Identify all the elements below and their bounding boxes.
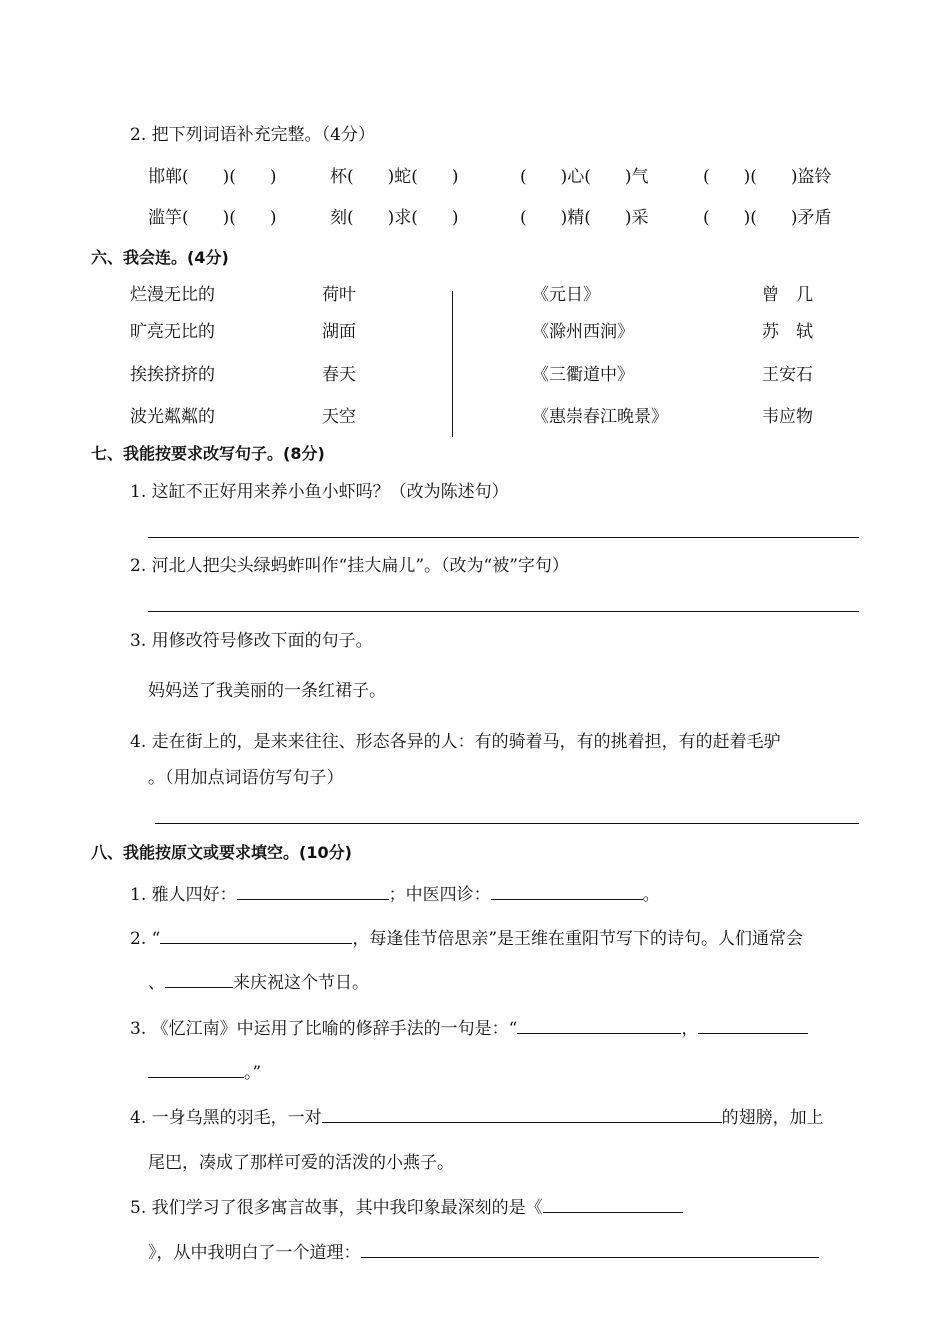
fill-question: 5. 我们学习了很多寓言故事，其中我印象最深刻的是《	[130, 1197, 683, 1219]
section-heading: 七、我能按要求改写句子。(8分)	[91, 444, 325, 463]
fill-question: 4. 一身乌黑的羽毛，一对 的翅膀，加上	[130, 1108, 824, 1128]
fill-blank[interactable]	[543, 1198, 683, 1213]
word-blank-item: 刻( )求( )	[330, 208, 459, 228]
fill-question: 、 来庆祝这个节日。	[148, 973, 369, 993]
word-blank-item: ( )精( )采	[520, 208, 649, 228]
question-text: 1. 这缸不正好用来养小鱼小虾吗？（改为陈述句）	[130, 482, 509, 502]
answer-line[interactable]	[148, 537, 859, 538]
match-item: 王安石	[762, 365, 813, 385]
match-item: 《元日》	[532, 285, 600, 305]
fill-question: 1. 雅人四好： ；中医四诊： 。	[130, 885, 660, 905]
fill-question: 2. “ ，每逢佳节倍思亲”是王维在重阳节写下的诗句。人们通常会	[130, 929, 804, 949]
fill-blank[interactable]	[361, 1243, 819, 1258]
fill-blank[interactable]	[237, 885, 389, 900]
match-item: 湖面	[322, 322, 356, 342]
question-text: 。（用加点词语仿写句子）	[148, 768, 344, 788]
word-blank-item: 滥竽( )( )	[148, 208, 277, 228]
match-item: 天空	[322, 407, 356, 427]
question-text: 4. 走在街上的，是来来往往、形态各异的人：有的骑着马，有的挑着担，有的赶着毛驴	[130, 732, 781, 752]
fill-question: 。”	[148, 1062, 261, 1084]
fill-blank[interactable]	[160, 929, 352, 944]
fill-question: 尾巴，凑成了那样可爱的活泼的小燕子。	[148, 1153, 454, 1173]
match-item: 《三衢道中》	[532, 365, 634, 385]
match-item: 苏 轼	[762, 322, 813, 342]
fill-blank[interactable]	[517, 1019, 681, 1034]
match-item: 《惠崇春江晚景》	[532, 407, 668, 427]
fill-blank[interactable]	[491, 885, 643, 900]
match-item: 荷叶	[322, 285, 356, 305]
word-blank-item: ( )( )盗铃	[703, 167, 832, 187]
question-text: 2. 河北人把尖头绿蚂蚱叫作“挂大扁儿”。（改为“被”字句）	[130, 556, 569, 576]
fill-blank[interactable]	[148, 1063, 244, 1078]
column-divider	[452, 291, 453, 437]
match-item: 韦应物	[762, 407, 813, 427]
question-title: 2. 把下列词语补充完整。（4分）	[130, 125, 375, 145]
match-item: 春天	[322, 365, 356, 385]
match-item: 《滁州西涧》	[532, 322, 634, 342]
fill-blank[interactable]	[165, 973, 233, 988]
answer-line[interactable]	[155, 823, 859, 824]
match-item: 波光粼粼的	[130, 407, 215, 427]
match-item: 旷亮无比的	[130, 322, 215, 342]
section-heading: 六、我会连。(4分)	[91, 248, 229, 267]
fill-blank[interactable]	[698, 1019, 808, 1034]
word-blank-item: 杯( )蛇( )	[330, 167, 459, 187]
answer-line[interactable]	[148, 611, 859, 612]
match-item: 挨挨挤挤的	[130, 365, 215, 385]
fill-question: 》，从中我明白了一个道理：	[148, 1242, 819, 1264]
fill-blank[interactable]	[322, 1108, 722, 1123]
word-blank-item: ( )心( )气	[520, 167, 649, 187]
word-blank-item: ( )( )矛盾	[703, 208, 832, 228]
word-blank-item: 邯郸( )( )	[148, 167, 277, 187]
sentence-to-edit: 妈妈送了我美丽的一条红裙子。	[148, 681, 386, 701]
section-heading: 八、我能按原文或要求填空。(10分)	[91, 843, 352, 862]
fill-question: 3. 《忆江南》中运用了比喻的修辞手法的一句是：“ ，	[130, 1018, 808, 1040]
match-item: 曾 几	[762, 285, 813, 305]
question-text: 3. 用修改符号修改下面的句子。	[130, 631, 373, 651]
match-item: 烂漫无比的	[130, 285, 215, 305]
